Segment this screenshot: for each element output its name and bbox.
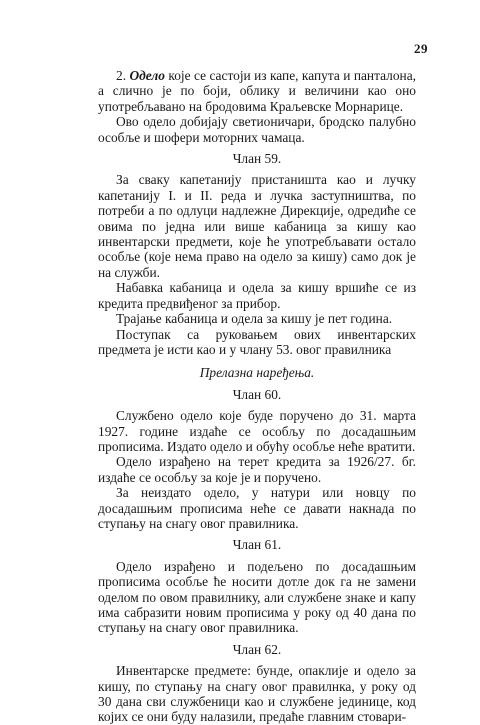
article-heading-59: Члан 59. [232,151,282,167]
paragraph: За неиздато одело, у натури или новцу по досадашњим прописима неће се давати накнада по ступању на снагу овог правилника. [98,485,416,531]
paragraph-text: које се састоји из капе, капута и панталона, а слично је по боји, облику и величини као оно употребљавано на бродовима Краљевске Морнарице. [98,68,417,114]
paragraph: Поступак са руковањем ових инвентарских предмета је исти као и у члану 53. овог правилника [98,326,416,357]
paragraph: Ово одело добијају светионичари, бродско палубно особље и шофери моторних чамаца. [98,114,416,145]
document-body [98,68,416,725]
article-heading-62: Члан 62. [232,641,282,657]
paragraph-odelo [98,68,416,114]
paragraph: Службено одело које буде поручено до 31. марта 1927. године издаће се особљу по досадашњим прописима. Издато одело и обућу особље неће вратити. [98,408,416,454]
section-heading: Прелазна наређења. [199,365,315,381]
article-heading-61: Члан 61. [232,537,282,553]
article-heading-60: Члан 60. [232,386,282,402]
emphasized-term: Одело [129,68,165,83]
page-number: 29 [414,41,428,56]
item-number: 2. [116,68,130,83]
paragraph: Одело израђено и подељено по досадашњим прописима особље ће носити дотле док га не замени оделом по овом правилнику, али службене знаке и капу има сабразити новим прописима у року од 40 дана по ступању на снагу овог правилника. [98,558,416,636]
paragraph: Трајање кабаница и одела за кишу је пет година. [116,311,393,327]
paragraph: За сваку капетанију пристаништа као и лучку капетанију I. и II. реда и лучка заступништва, по потреби а по одлуци надлежне Дирекције, одредиће се овима по једна или више кабаница за кишу као инвентарски предмети, које ће употребљавати остало особље (које нема право на одело за кишу) само док је на служби. [98,172,416,280]
paragraph: Одело израђено на терет кредита за 1926/27. бг. издаће се особљу за које је и поручено. [98,454,416,485]
paragraph: Инвентарске предмете: бунде, опаклије и одело за кишу, по ступању на снагу овог правилнка, у року од 30 дана сви службеници као и службене јединице, код којих се они буду налазили, предаће главним стовари- [98,663,416,725]
paragraph: Набавка кабаница и одела за кишу вршиће се из кредита предвиђеног за прибор. [98,280,416,311]
